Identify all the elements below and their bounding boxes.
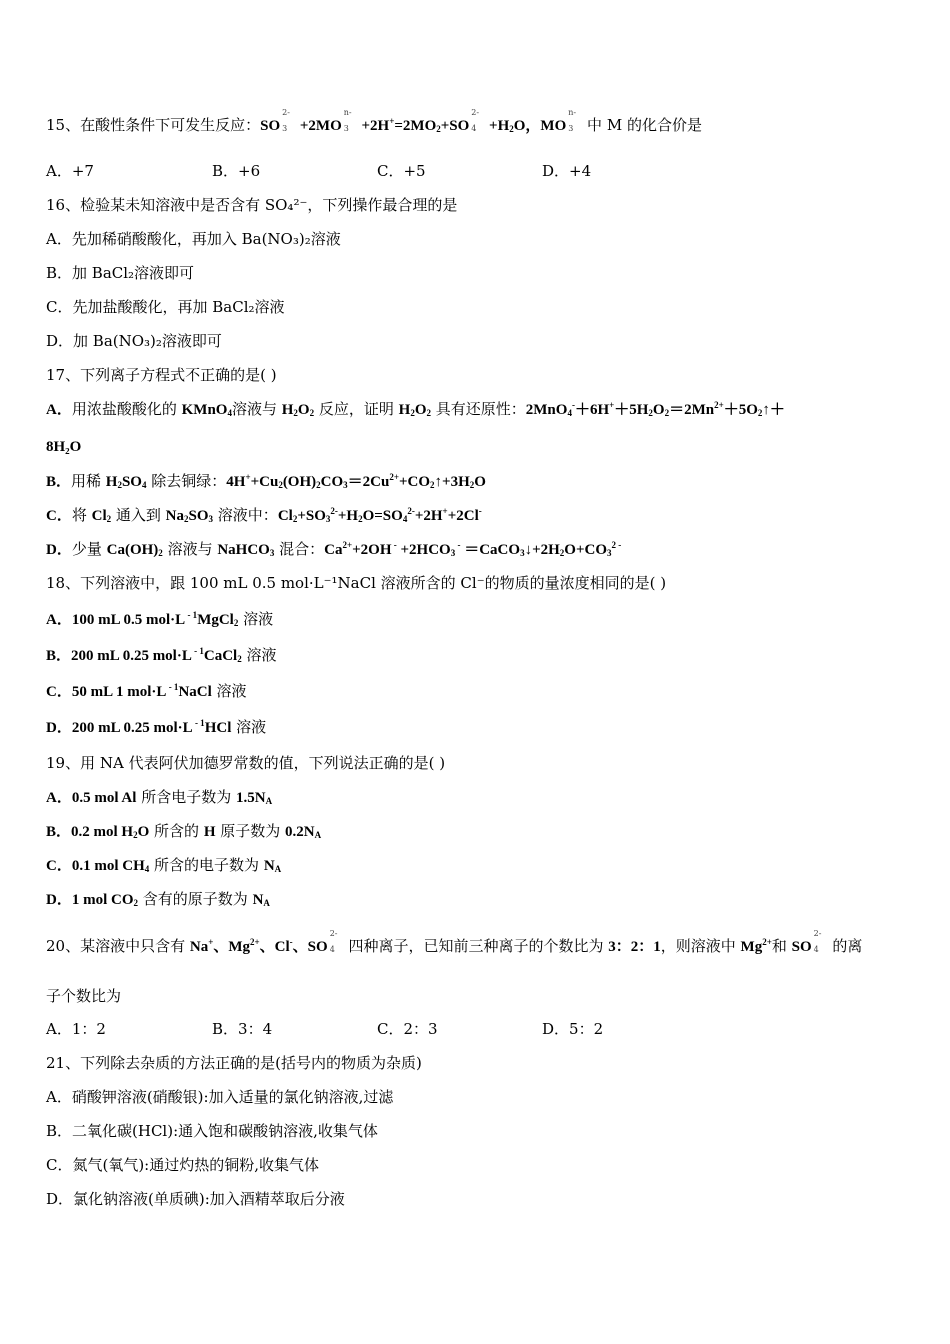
q18-option-c: C．50 mL 1 mol·L $^{- 1}$NaCl 溶液 <box>46 682 247 700</box>
q19-option-d: D．1 mol $CO_2$ 含有的原子数为 $N_A$ <box>46 890 270 908</box>
q18-option-a: A．100 mL 0.5 mol·L $^{- 1}$MgCl$_2$ 溶液 <box>46 610 274 628</box>
q19-stem: 19、用 NA 代表阿伏加德罗常数的值，下列说法正确的是( ) <box>46 754 446 772</box>
q18-stem: 18、下列溶液中，跟 100 mL 0.5 mol·L⁻¹NaCl 溶液所含的 Cl⁻的物质的量浓度相同的是( ) <box>46 574 667 592</box>
q16-option-c: C．先加盐酸酸化，再加 BaCl₂溶液 <box>46 298 285 316</box>
q19-option-a: A．0.5 mol Al 所含电子数为 $1.5N_A$ <box>46 788 273 806</box>
q20-option-a: A．1：2 <box>46 1020 106 1038</box>
q16-stem: 16、检验某未知溶液中是否含有 SO₄²⁻，下列操作最合理的是 <box>46 196 458 214</box>
q17-option-a-cont: 8H₂O <box>46 439 82 455</box>
q21-option-a: A．硝酸钾溶液(硝酸银):加入适量的氯化钠溶液,过滤 <box>46 1088 394 1106</box>
q17-stem: 17、下列离子方程式不正确的是( ) <box>46 366 277 384</box>
q21-option-c: C．氮气(氧气):通过灼热的铜粉,收集气体 <box>46 1156 320 1174</box>
q16-option-a: A．先加稀硝酸酸化，再加入 Ba(NO₃)₂溶液 <box>46 230 341 248</box>
q15-option-c: C．+5 <box>377 162 426 180</box>
q17-option-a: A．用浓盐酸酸化的 KMnO$_4$溶液与 $H_2O_2$ 反应，证明 $H_2O_2$ 具有还原性：$2MnO_4^-+6H^++5H_2O_2=2Mn^{2+}+5O_2↑+$ <box>46 400 785 418</box>
q16-option-b: B．加 BaCl₂溶液即可 <box>46 264 195 282</box>
q21-option-d: D．氯化钠溶液(单质碘):加入酒精萃取后分液 <box>46 1190 345 1208</box>
q15-option-b: B．+6 <box>212 162 261 180</box>
q21-stem: 21、下列除去杂质的方法正确的是(括号内的物质为杂质) <box>46 1054 422 1072</box>
q20-option-c: C．2：3 <box>377 1020 438 1038</box>
q18-option-d: D．200 mL 0.25 mol·L $^{- 1}$HCl 溶液 <box>46 718 267 736</box>
q20-option-b: B．3：4 <box>212 1020 273 1038</box>
q15-option-a: A．+7 <box>46 162 94 180</box>
q20-option-d: D．5：2 <box>542 1020 604 1038</box>
q15-option-d: D．+4 <box>542 162 592 180</box>
q20-stem-cont: 子个数比为 <box>46 987 122 1005</box>
q17-option-b: B．用稀 $H_2SO_4$ 除去铜绿：$4H^++Cu_2(OH)_2CO_3=2Cu^{2+}+CO_2↑+3H_2O$ <box>46 472 486 490</box>
q17-option-d: D．少量 $Ca(OH)_2$ 溶液与 NaHCO$_3$ 混合：$Ca^{2+}+2OH$ $^- +2HCO_3$ $^- =CaCO_3↓+2H_2O+CO_3^{2 -}$ <box>46 540 622 558</box>
q16-option-d: D．加 Ba(NO₃)₂溶液即可 <box>46 332 222 350</box>
q17-option-c: C．将 $Cl_2$ 通入到 $Na_2SO_3$ 溶液中：$Cl_2+SO_3^{2-}+H_2O=SO_4^{2-}+2H^++2Cl^-$ <box>46 506 482 524</box>
q21-option-b: B．二氧化碳(HCl):通入饱和碳酸钠溶液,收集气体 <box>46 1122 378 1140</box>
q15-stem: 15、在酸性条件下可发生反应：SO 2- 3 +2MO n- 3 $+2H^+=2MO_2+SO$ 2- 4 $+H_2O$，MO n- 3 中 M 的化合价是 <box>46 108 702 134</box>
q20-stem: 20、某溶液中只含有 Na+、$Mg^{2+}$、Cl-、SO 2- 4 四种离子，已知前三种离子的个数比为 3：2：1，则溶液中 $Mg^{2+}$和 SO 2- 4 的离 <box>46 929 863 955</box>
q18-option-b: B．200 mL 0.25 mol·L $^{- 1}$CaCl$_2$ 溶液 <box>46 646 277 664</box>
q19-option-c: C．0.1 mol $CH_4$ 所含的电子数为 $N_A$ <box>46 856 282 874</box>
q19-option-b: B．0.2 mol $H_2O$ 所含的 H 原子数为 $0.2N_A$ <box>46 822 322 840</box>
